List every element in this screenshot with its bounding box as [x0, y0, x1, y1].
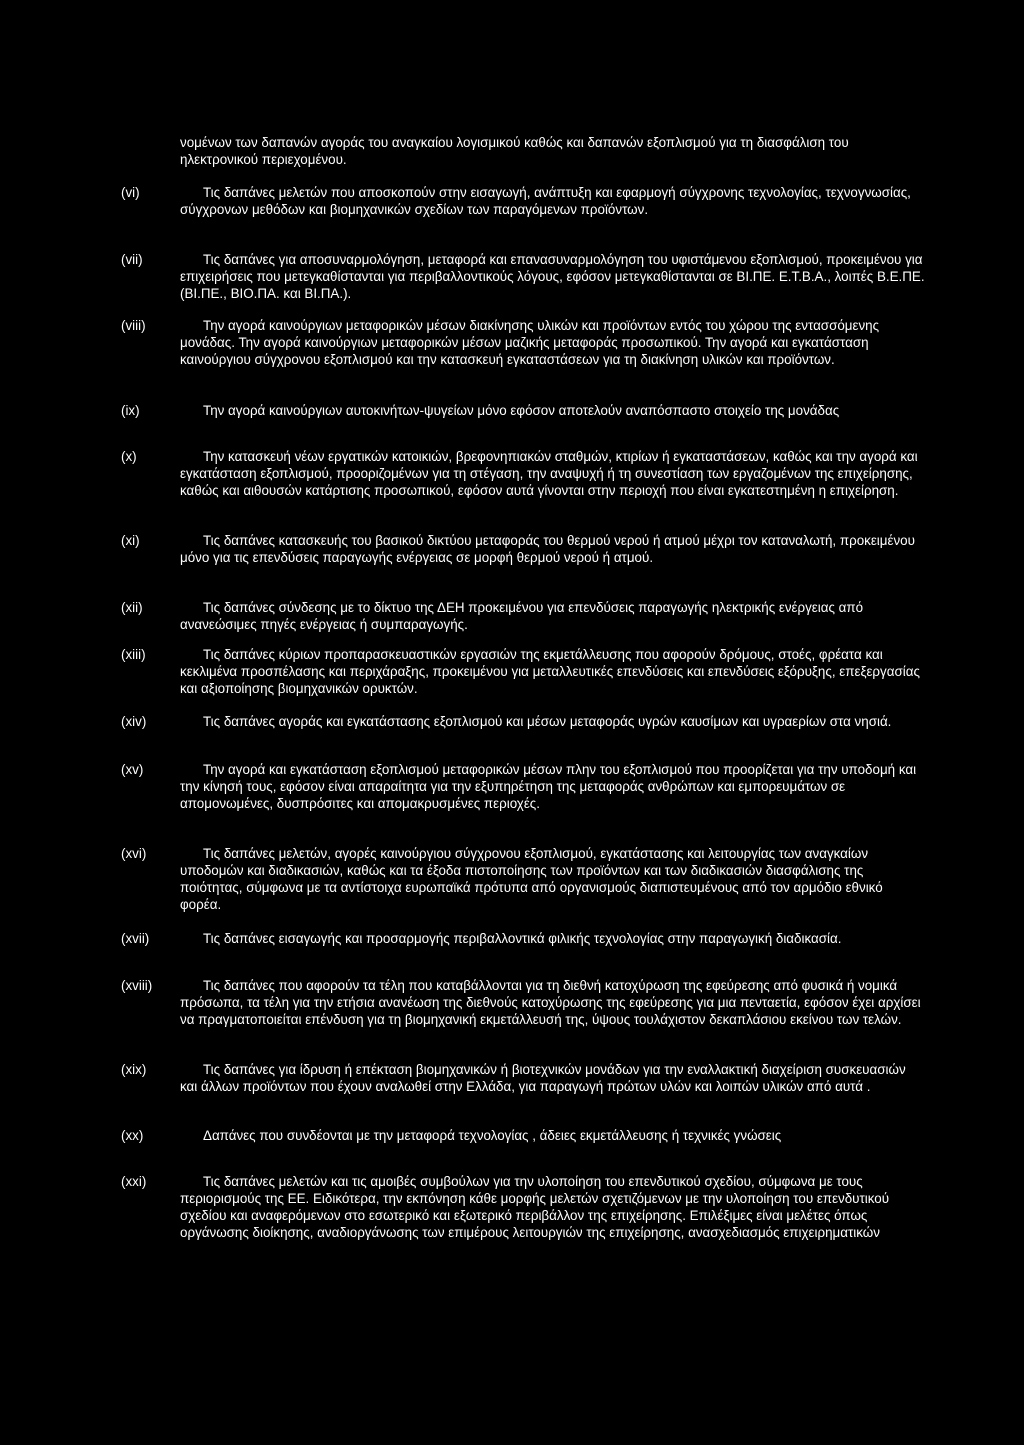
- item-number: (xiii): [121, 647, 146, 662]
- item-number: (xviii): [121, 978, 153, 993]
- item-number: (vii): [121, 252, 143, 267]
- item-number: (xiv): [121, 714, 147, 729]
- item-number: (xii): [121, 600, 143, 615]
- item-text: Τις δαπάνες εισαγωγής και προσαρμογής περιβαλλοντικά φιλικής τεχνολογίας στην παραγωγική διαδικασία.: [203, 931, 842, 946]
- item-number: (xix): [121, 1062, 147, 1077]
- item-number: (vi): [121, 185, 140, 200]
- item-text: Τις δαπάνες μελετών, αγορές καινούργιου σύγχρονου εξοπλισμού, εγκατάστασης και λειτουργίας των αναγκαίων υποδομών και διαδικασιών, καθώς και τα έξοδα πιστοποίησης των προϊόντων και των διαδικασιών διασφάλισης της ποιότητας, σύμφωνα με τα αντίστοιχα ευρωπαϊκά πρότυπα από οργανισμούς διαπιστευμένους από τον αρμόδιο εθνικό φορέα.: [180, 846, 883, 912]
- item-number: (xv): [121, 762, 144, 777]
- item-number: (x): [121, 449, 137, 464]
- item-number: (viii): [121, 318, 146, 333]
- item-number: (xi): [121, 533, 140, 548]
- item-text: Τις δαπάνες αγοράς και εγκατάστασης εξοπλισμού και μέσων μεταφοράς υγρών καυσίμων και υγραερίων στα νησιά.: [203, 714, 892, 729]
- item-text: Την αγορά καινούργιων αυτοκινήτων-ψυγείων μόνο εφόσον αποτελούν αναπόσπαστο στοιχείο της μονάδας: [203, 403, 840, 418]
- item-text: Τις δαπάνες που αφορούν τα τέλη που καταβάλλονται για τη διεθνή κατοχύρωση της εφεύρεσης από φυσικά ή νομικά πρόσωπα, τα τέλη για την ετήσια ανανέωση της διεθνούς κατοχύρωσης της εφεύρεσης για μια πενταετία, εφόσον έχει αρχίσει να πραγματοποιείται επένδυση για τη βιομηχανική εκμετάλλευσή της, ύψους τουλάχιστον δεκαπλάσιου εκείνου των τελών.: [180, 978, 921, 1027]
- item-text: Την αγορά καινούργιων μεταφορικών μέσων διακίνησης υλικών και προϊόντων εντός του χώρου της εντασσόμενης μονάδας. Την αγορά καινούργιων μεταφορικών μέσων μαζικής μεταφοράς προσωπικού. Την αγορά και εγκατάσταση καινούργιου σύγχρονου εξοπλισμού και την κατασκευή εγκαταστάσεων για τη διακίνηση υλικών και προϊόντων.: [180, 318, 880, 367]
- item-text: Τις δαπάνες για αποσυναρμολόγηση, μεταφορά και επανασυναρμολόγηση του υφιστάμενου εξοπλισμού, προκειμένου για επιχειρήσεις που μετεγκαθίστανται για περιβαλλοντικούς λόγους, εφόσον μετεγκαθίστανται σε ΒΙ.ΠΕ. Ε.Τ.Β.Α., λοιπές Β.Ε.ΠΕ. (ΒΙ.ΠΕ., ΒΙΟ.ΠΑ. και ΒΙ.ΠΑ.).: [180, 252, 925, 301]
- item-number: (xx): [121, 1128, 144, 1143]
- item-text: Τις δαπάνες σύνδεσης με το δίκτυο της ΔΕΗ προκειμένου για επενδύσεις παραγωγής ηλεκτρικής ενέργειας από ανανεώσιμες πηγές ενέργειας ή συμπαραγωγής.: [180, 600, 864, 632]
- item-text: Τις δαπάνες κύριων προπαρασκευαστικών εργασιών της εκμετάλλευσης που αφορούν δρόμους, στοές, φρέατα και κεκλιμένα προσπέλασης και περιχάραξης, προκειμένου για μεταλλευτικές επενδύσεις και επενδύσεις εξόρυξης, επεξεργασίας και αξιοποίησης βιομηχανικών ορυκτών.: [180, 647, 920, 696]
- item-text: Τις δαπάνες μελετών που αποσκοπούν στην εισαγωγή, ανάπτυξη και εφαρμογή σύγχρονης τεχνολογίας, τεχνογνωσίας, σύγχρονων μεθόδων και βιομηχανικών σχεδίων των παραγόμενων προϊόντων.: [180, 185, 911, 217]
- item-text: Τις δαπάνες κατασκευής του βασικού δικτύου μεταφοράς του θερμού νερού ή ατμού μέχρι τον καταναλωτή, προκειμένου μόνο για τις επενδύσεις παραγωγής ενέργειας σε μορφή θερμού νερού ή ατμού.: [180, 533, 915, 565]
- item-number: (xxi): [121, 1174, 147, 1189]
- item-text: Τις δαπάνες μελετών και τις αμοιβές συμβούλων για την υλοποίηση του επενδυτικού σχεδίου, σύμφωνα με τους περιορισμούς της ΕΕ. Ειδικότερα, την εκπόνηση κάθε μορφής μελετών σχετιζόμενων με την υλοποίηση του επενδυτικού σχεδίου και αναφερόμενων στο εσωτερικό και εξωτερικό περιβάλλον της επιχείρησης. Επιλέξιμες είναι μελέτες όπως οργάνωσης διοίκησης, αναδιοργάνωσης των επιμέρους λειτουργιών της επιχείρησης, ανασχεδιασμός επιχειρηματικών: [180, 1174, 890, 1240]
- item-text: Την αγορά και εγκατάσταση εξοπλισμού μεταφορικών μέσων πλην του εξοπλισμού που προορίζεται για την υποδομή και την κίνησή τους, εφόσον είναι απαραίτητα για την εξυπηρέτηση της μεταφοράς ανθρώπων και εμπορευμάτων σε απομονωμένες, δυσπρόσιτες και απομακρυσμένες περιοχές.: [180, 762, 917, 811]
- item-text: Δαπάνες που συνδέονται με την μεταφορά τεχνολογίας , άδειες εκμετάλλευσης ή τεχνικές γνώσεις: [203, 1128, 782, 1143]
- item-number: (ix): [121, 403, 140, 418]
- item-number: (xvi): [121, 846, 147, 861]
- intro-paragraph: νομένων των δαπανών αγοράς του αναγκαίου λογισμικού καθώς και δαπανών εξοπλισμού για τη διασφάλιση του ηλεκτρονικού περιεχομένου.: [180, 135, 849, 167]
- item-text: Την κατασκευή νέων εργατικών κατοικιών, βρεφονηπιακών σταθμών, κτιρίων ή εγκαταστάσεων, καθώς και την αγορά και εγκατάσταση εξοπλισμού, προοριζομένων για τη στέγαση, την αναψυχή ή τη συνεστίαση των εργαζομένων της επιχείρησης, καθώς και αιθουσών κατάρτισης προσωπικού, εφόσον αυτά γίνονται στην περιοχή που είναι εγκατεστημένη η επιχείρηση.: [180, 449, 918, 498]
- item-text: Τις δαπάνες για ίδρυση ή επέκταση βιομηχανικών ή βιοτεχνικών μονάδων για την εναλλακτική διαχείριση συσκευασιών και άλλων προϊόντων που έχουν αναλωθεί στην Ελλάδα, για παραγωγή πρώτων υλών και λοιπών υλικών από αυτά .: [180, 1062, 906, 1094]
- item-number: (xvii): [121, 931, 150, 946]
